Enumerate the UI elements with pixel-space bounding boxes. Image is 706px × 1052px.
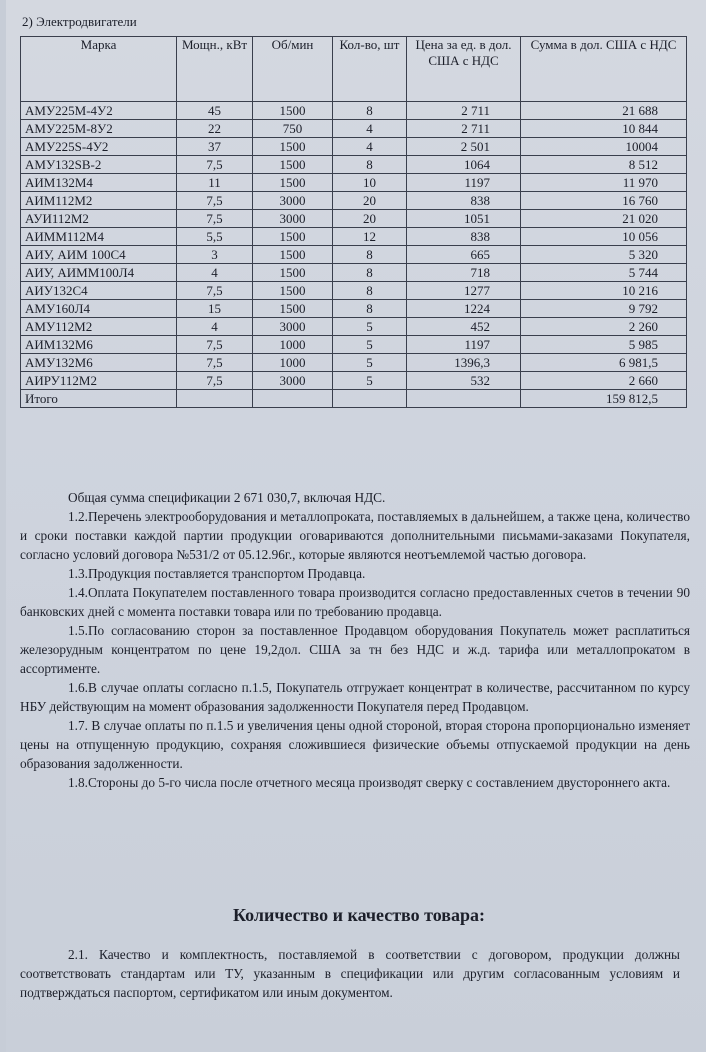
table-row [21,120,687,138]
document-page [6,0,706,1052]
cell-rpm: 3000 [253,372,333,390]
cell-qty: 10 [333,174,407,192]
cell-rpm: 1500 [253,228,333,246]
col-header: Мощн., кВт [177,37,253,102]
cell-qty: 8 [333,282,407,300]
cell-power: 7,5 [177,372,253,390]
cell-price: 838 [407,228,521,246]
cell-price: 718 [407,264,521,282]
cell-qty: 8 [333,102,407,120]
table-row [21,192,687,210]
cell-qty: 8 [333,300,407,318]
paragraph: 1.3.Продукция поставляется транспортом Продавца. [68,566,366,581]
cell-sum: 5 985 [521,336,687,354]
table-row [21,264,687,282]
table-row [21,138,687,156]
col-header: Марка [21,37,177,102]
cell-sum: 21 688 [521,102,687,120]
table-row [21,282,687,300]
total-value: 159 812,5 [521,390,687,408]
cell-qty: 12 [333,228,407,246]
cell-price: 452 [407,318,521,336]
cell-qty: 5 [333,318,407,336]
cell-power: 45 [177,102,253,120]
cell-power: 7,5 [177,156,253,174]
cell-sum: 16 760 [521,192,687,210]
table-row [21,354,687,372]
cell-brand: АМУ160Л4 [21,300,177,318]
cell-brand: АИУ, АИМ 100С4 [21,246,177,264]
cell-brand: АИУ, АИММ100Л4 [21,264,177,282]
cell-brand: АМУ132М6 [21,354,177,372]
cell-price: 1197 [407,174,521,192]
cell-brand: АМУ112М2 [21,318,177,336]
cell-power: 7,5 [177,354,253,372]
cell-qty: 8 [333,156,407,174]
cell-price: 1197 [407,336,521,354]
cell-qty: 20 [333,192,407,210]
cell-power: 5,5 [177,228,253,246]
cell-power: 11 [177,174,253,192]
table-header-row [21,37,687,102]
table-row [21,156,687,174]
table-row [21,246,687,264]
cell-brand: АМУ225М-4У2 [21,102,177,120]
cell-price: 1064 [407,156,521,174]
body-text [20,488,690,792]
section2-text [20,945,680,1002]
paragraph: 1.7. В случае оплаты по п.1.5 и увеличения цены одной стороной, вторая сторона пропорционально изменяет цены на отпущенную продукцию, сохраняя сложившиеся физические объемы отпускаемой продукции на день образования задолженности. [20,718,690,771]
col-header: Сумма в дол. США с НДС [521,37,687,102]
cell-rpm: 1500 [253,138,333,156]
cell-price: 838 [407,192,521,210]
cell-brand: АИРУ112М2 [21,372,177,390]
motors-table [20,36,687,408]
cell-rpm: 1500 [253,102,333,120]
cell-brand: АМУ132SB-2 [21,156,177,174]
cell-rpm: 1000 [253,336,333,354]
cell-power: 7,5 [177,336,253,354]
cell-rpm: 3000 [253,318,333,336]
table-row [21,228,687,246]
cell-power: 7,5 [177,192,253,210]
total-label: Итого [21,390,177,408]
cell-power: 7,5 [177,210,253,228]
paragraph: 1.2.Перечень электрооборудования и металлопроката, поставляемых в дальнейшем, а также цена, количество и сроки поставки каждой партии продукции оговариваются дополнительными письмами-заказами Покупателя, согласно условий договора №531/2 от 05.12.96г., которые являются неотъемлемой частью договора. [20,509,690,562]
cell-power: 37 [177,138,253,156]
cell-price: 532 [407,372,521,390]
cell-rpm: 1500 [253,282,333,300]
cell-rpm: 1500 [253,300,333,318]
cell-sum: 21 020 [521,210,687,228]
cell-sum: 10 056 [521,228,687,246]
cell-rpm: 1000 [253,354,333,372]
cell-brand: АМУ225S-4У2 [21,138,177,156]
cell-power: 4 [177,318,253,336]
col-header: Об/мин [253,37,333,102]
cell-brand: АУИ112М2 [21,210,177,228]
paragraph: 1.4.Оплата Покупателем поставленного товара производится согласно предоставленных счетов в течении 90 банковских дней с момента поставки товара или по требованию продавца. [20,585,690,619]
cell-sum: 9 792 [521,300,687,318]
cell-sum: 10 844 [521,120,687,138]
cell-rpm: 1500 [253,174,333,192]
cell-price: 1051 [407,210,521,228]
cell-qty: 4 [333,138,407,156]
cell-sum: 2 260 [521,318,687,336]
paragraph: 2.1. Качество и комплектность, поставляемой в соответствии с договором, продукции должны соответствовать стандартам или ТУ, указанным в спецификации или другим согласованным условиям и подтверждаться паспортом, сертификатом или иным документом. [20,947,680,1000]
cell-brand: АИМ132М6 [21,336,177,354]
cell-price: 1396,3 [407,354,521,372]
cell-qty: 5 [333,354,407,372]
paragraph: 1.6.В случае оплаты согласно п.1.5, Покупатель отгружает концентрат в количестве, рассчитанном по курсу НБУ действующим на момент образования задолженности Покупателя перед Продавцом. [20,680,690,714]
cell-sum: 2 660 [521,372,687,390]
cell-rpm: 750 [253,120,333,138]
paragraph: 1.8.Стороны до 5-го числа после отчетного месяца производят сверку с составлением двустороннего акта. [68,775,671,790]
table-row [21,336,687,354]
col-header: Кол-во, шт [333,37,407,102]
cell-brand: АИММ112М4 [21,228,177,246]
cell-brand: АИМ132М4 [21,174,177,192]
section-heading: Количество и качество товара: [232,905,486,925]
cell-sum: 11 970 [521,174,687,192]
cell-brand: АИМ112М2 [21,192,177,210]
cell-sum: 5 744 [521,264,687,282]
total-row [21,390,687,408]
cell-sum: 10 216 [521,282,687,300]
cell-qty: 8 [333,246,407,264]
cell-power: 3 [177,246,253,264]
paragraph: Общая сумма спецификации 2 671 030,7, включая НДС. [68,490,386,505]
cell-rpm: 3000 [253,192,333,210]
cell-rpm: 3000 [253,210,333,228]
table-row [21,318,687,336]
table-row [21,102,687,120]
cell-sum: 5 320 [521,246,687,264]
cell-qty: 5 [333,372,407,390]
cell-qty: 4 [333,120,407,138]
paragraph: 1.5.По согласованию сторон за поставленное Продавцом оборудования Покупатель может расплатиться железорудным концентратом по цене 19,2дол. США за тн без НДС и ж.д. тарифа или металлопрокатом в ассортименте. [20,623,690,676]
cell-price: 2 501 [407,138,521,156]
cell-sum: 6 981,5 [521,354,687,372]
cell-power: 4 [177,264,253,282]
cell-price: 2 711 [407,120,521,138]
section-title: 2) Электродвигатели [22,14,137,29]
cell-price: 1277 [407,282,521,300]
cell-qty: 8 [333,264,407,282]
cell-brand: АИУ132С4 [21,282,177,300]
cell-qty: 20 [333,210,407,228]
cell-price: 665 [407,246,521,264]
table-row [21,372,687,390]
table-row [21,174,687,192]
cell-rpm: 1500 [253,264,333,282]
col-header: Цена за ед. в дол. США с НДС [407,37,521,102]
cell-power: 22 [177,120,253,138]
table-row [21,300,687,318]
cell-sum: 10004 [521,138,687,156]
cell-brand: АМУ225М-8У2 [21,120,177,138]
cell-power: 7,5 [177,282,253,300]
cell-qty: 5 [333,336,407,354]
cell-sum: 8 512 [521,156,687,174]
cell-power: 15 [177,300,253,318]
cell-price: 1224 [407,300,521,318]
cell-rpm: 1500 [253,156,333,174]
table-row [21,210,687,228]
cell-price: 2 711 [407,102,521,120]
cell-rpm: 1500 [253,246,333,264]
